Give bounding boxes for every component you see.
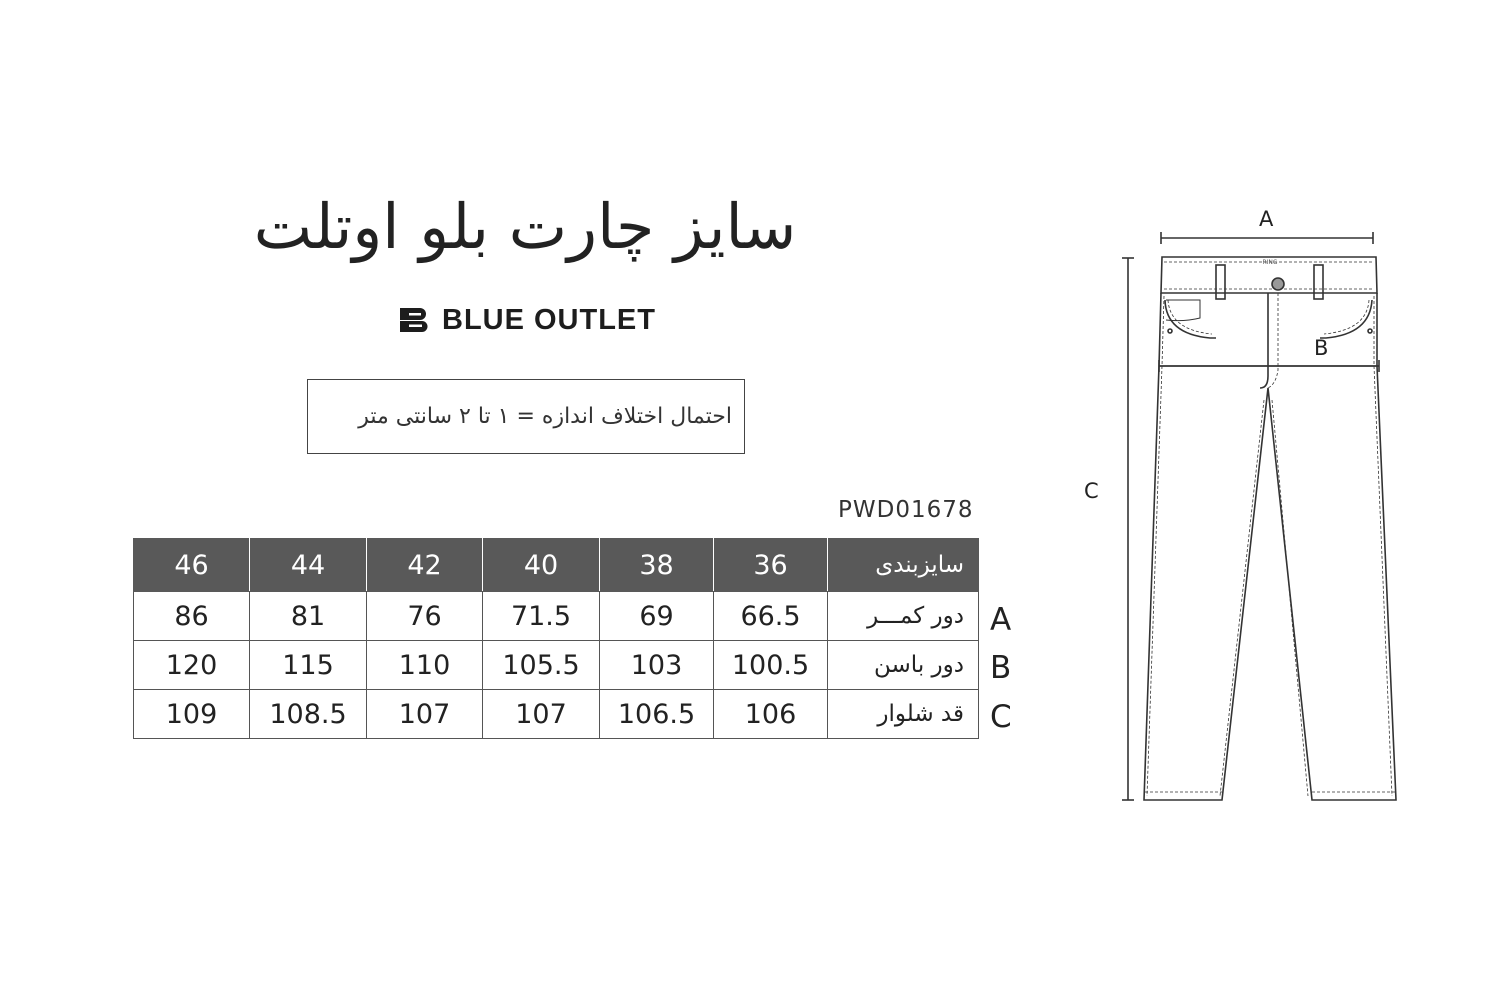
brand-name: BLUE OUTLET xyxy=(442,303,656,336)
table-cell: 107 xyxy=(367,690,483,739)
size-cell: 38 xyxy=(600,539,714,592)
table-cell: 105.5 xyxy=(483,641,600,690)
table-cell: 120 xyxy=(134,641,250,690)
row-label: قد شلوار xyxy=(828,690,979,739)
header-label: سایزبندی xyxy=(828,539,979,592)
table-row xyxy=(134,592,979,641)
size-cell: 42 xyxy=(367,539,483,592)
size-tolerance-note: احتمال اختلاف اندازه = ۱ تا ۲ سانتی متر xyxy=(307,379,745,454)
table-cell: 81 xyxy=(250,592,367,641)
page-title: سایز چارت بلو اوتلت xyxy=(253,190,797,263)
table-cell: 86 xyxy=(134,592,250,641)
table-header-row xyxy=(134,539,979,592)
product-code: PWD01678 xyxy=(838,497,974,523)
table-cell: 71.5 xyxy=(483,592,600,641)
row-label: دور کمـــر xyxy=(828,592,979,641)
pants-diagram xyxy=(1080,200,1410,820)
table-cell: 115 xyxy=(250,641,367,690)
row-letter-b: B xyxy=(990,650,1012,686)
dimension-b-label: B xyxy=(1314,336,1329,360)
row-letter-a: A xyxy=(990,602,1012,638)
waistband-label: RING xyxy=(1262,259,1278,266)
table-row xyxy=(134,641,979,690)
size-table xyxy=(133,538,979,739)
table-cell: 107 xyxy=(483,690,600,739)
size-cell: 40 xyxy=(483,539,600,592)
table-cell: 76 xyxy=(367,592,483,641)
size-cell: 46 xyxy=(134,539,250,592)
table-cell: 109 xyxy=(134,690,250,739)
table-cell: 69 xyxy=(600,592,714,641)
table-cell: 108.5 xyxy=(250,690,367,739)
table-cell: 110 xyxy=(367,641,483,690)
table-row xyxy=(134,690,979,739)
size-cell: 36 xyxy=(714,539,828,592)
dimension-c-label: C xyxy=(1084,479,1099,503)
b-logo-icon xyxy=(400,308,430,332)
brand xyxy=(400,300,656,340)
table-cell: 106 xyxy=(714,690,828,739)
row-label: دور باسن xyxy=(828,641,979,690)
table-cell: 66.5 xyxy=(714,592,828,641)
dimension-a-label: A xyxy=(1259,207,1274,231)
row-letter-c: C xyxy=(990,699,1012,735)
table-cell: 106.5 xyxy=(600,690,714,739)
table-cell: 103 xyxy=(600,641,714,690)
table-cell: 100.5 xyxy=(714,641,828,690)
size-cell: 44 xyxy=(250,539,367,592)
